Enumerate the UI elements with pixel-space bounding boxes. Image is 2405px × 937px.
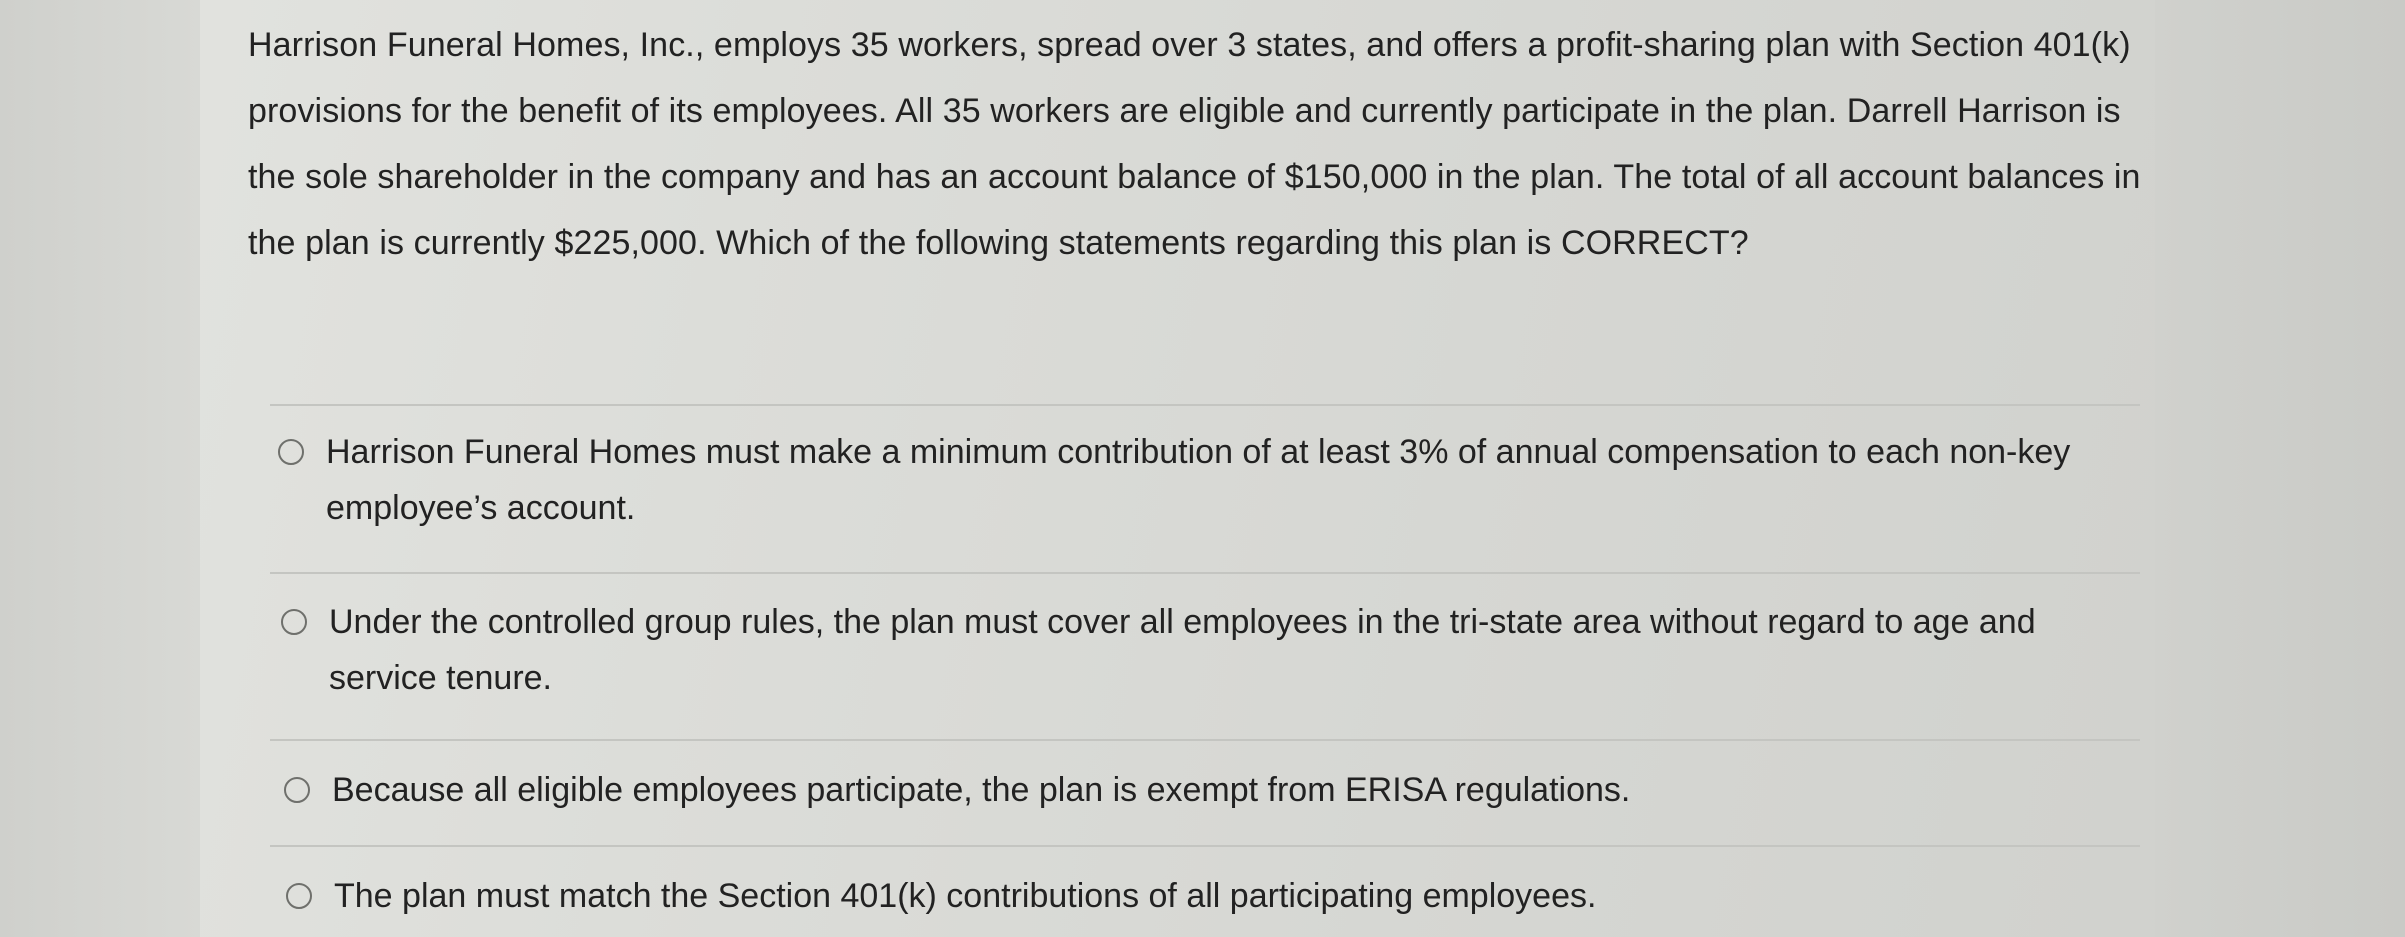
radio-button-icon[interactable] [281, 609, 307, 635]
radio-button-icon[interactable] [278, 439, 304, 465]
answer-option-4[interactable] [286, 868, 2146, 924]
left-margin [0, 0, 200, 937]
divider [270, 572, 2140, 574]
answer-option-3[interactable] [284, 762, 2144, 818]
answer-option-1[interactable] [278, 424, 2138, 536]
answer-option-label: The plan must match the Section 401(k) contributions of all participating employees. [334, 877, 1597, 915]
answer-option-2[interactable] [281, 594, 2141, 706]
divider [270, 739, 2140, 741]
divider [270, 404, 2140, 406]
radio-button-icon[interactable] [284, 777, 310, 803]
question-text: Harrison Funeral Homes, Inc., employs 35 workers, spread over 3 states, and offers a profit-sharing plan with Section 401(k) provisions for the benefit of its employees. All 35 workers are eligible and currently participate in the plan. Darrell Harrison is the sole shareholder in the company and has an account balance of $150,000 in the plan. The total of all account balances in the plan is currently $225,000. Which of the following statements regarding this plan is CORRECT? [248, 26, 2141, 262]
divider [270, 845, 2140, 847]
answer-option-label: Harrison Funeral Homes must make a minimum contribution of at least 3% of annual compensation to each non-key employee’s account. [326, 433, 2071, 527]
radio-button-icon[interactable] [286, 883, 312, 909]
answer-option-label: Under the controlled group rules, the plan must cover all employees in the tri-state area without regard to age and service tenure. [329, 603, 2036, 697]
answer-option-label: Because all eligible employees participate, the plan is exempt from ERISA regulations. [332, 771, 1631, 809]
right-margin [2155, 0, 2405, 937]
